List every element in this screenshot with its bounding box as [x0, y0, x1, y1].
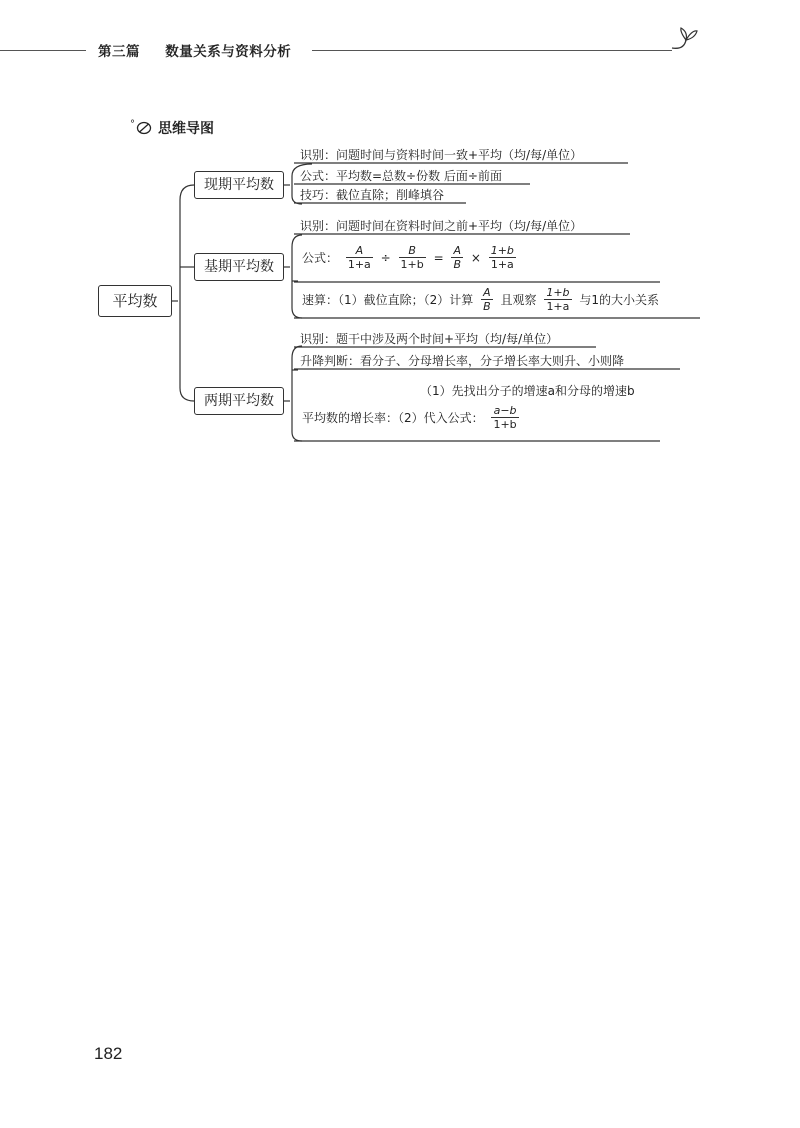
header-part: 第三篇 — [98, 44, 140, 60]
branch-current-average: 现期平均数 — [194, 171, 284, 199]
base-formula-label: 公式： — [302, 251, 339, 265]
section-title: 思维导图 — [158, 121, 214, 137]
two-period-trend: 升降判断：看分子、分母增长率，分子增长率大则升、小则降 — [300, 354, 625, 368]
page-number: 182 — [94, 1044, 123, 1063]
speed-fraction: $\frac{1+b}{1+a}$ — [546, 286, 570, 313]
formula-operator: = — [433, 250, 444, 265]
formula-operator: ÷ — [380, 250, 391, 265]
branch-two-period-average: 两期平均数 — [194, 387, 284, 415]
base-formula — [300, 244, 518, 271]
two-period-identify: 识别：题干中涉及两个时间+平均（均/每/单位） — [300, 332, 559, 346]
two-period-step1: （1）先找出分子的增速a和分母的增速b — [420, 384, 635, 398]
base-identify: 识别：问题时间在资料时间之前+平均（均/每/单位） — [300, 219, 583, 233]
two-period-growth — [300, 404, 521, 431]
speed-text: 与1的大小关系 — [579, 293, 659, 307]
mindmap-root: 平均数 — [98, 285, 172, 317]
growth-label: 平均数的增长率：（2）代入公式： — [302, 411, 484, 425]
base-speed-calc — [300, 286, 661, 313]
header-title: 数量关系与资料分析 — [165, 44, 292, 60]
speed-text: 速算：（1）截位直除；（2）计算 — [302, 293, 474, 307]
speed-fraction: $\frac{A}{B}$ — [483, 286, 491, 313]
current-formula: 公式：平均数=总数÷份数 后面÷前面 — [300, 169, 502, 183]
current-tip: 技巧：截位直除；削峰填谷 — [300, 188, 445, 202]
degree-mark: ° — [130, 119, 135, 130]
formula-fraction: $\frac{A}{1+a}$ — [347, 244, 371, 271]
speed-text: 且观察 — [500, 293, 537, 307]
current-identify: 识别：问题时间与资料时间一致+平均（均/每/单位） — [300, 148, 583, 162]
branch-base-average: 基期平均数 — [194, 253, 284, 281]
growth-fraction: $\frac{a-b}{1+b}$ — [493, 404, 517, 431]
formula-fraction: $\frac{1+b}{1+a}$ — [490, 244, 514, 271]
formula-operator: × — [470, 250, 481, 265]
formula-fraction: $\frac{A}{B}$ — [453, 244, 461, 271]
formula-fraction: $\frac{B}{1+b}$ — [400, 244, 424, 271]
